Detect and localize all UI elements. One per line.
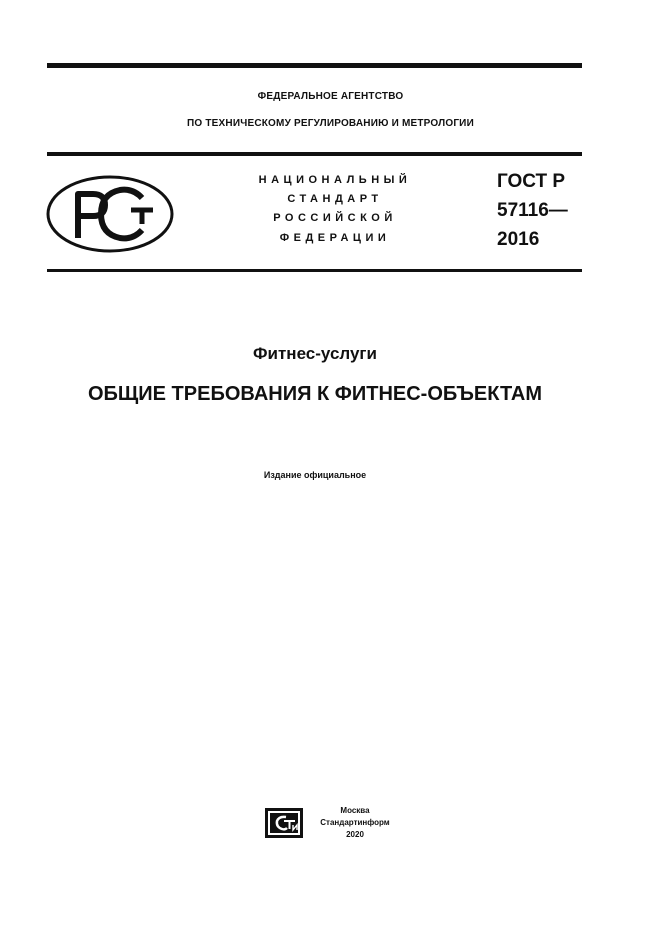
standard-code-line-3: 2016 bbox=[497, 229, 540, 250]
document-subtitle: Фитнес-услуги bbox=[253, 344, 377, 363]
standard-code-line-2: 57116— bbox=[497, 200, 568, 221]
rst-emblem-icon bbox=[45, 174, 175, 254]
standartinform-logo-icon bbox=[264, 807, 304, 839]
edition-label: Издание официальное bbox=[263, 470, 367, 480]
agency-line-1: ФЕДЕРАЛЬНОЕ АГЕНТСТВО bbox=[257, 91, 404, 102]
middle-rule bbox=[47, 152, 582, 156]
standard-code-line-1: ГОСТ Р bbox=[497, 171, 566, 192]
standard-type-line-4: ФЕДЕРАЦИИ bbox=[279, 232, 391, 244]
document-title: ОБЩИЕ ТРЕБОВАНИЯ К ФИТНЕС-ОБЪЕКТАМ bbox=[87, 383, 543, 405]
publisher-info bbox=[305, 805, 405, 841]
standard-type-line-2: СТАНДАРТ bbox=[287, 193, 383, 205]
publisher-city: Москва bbox=[340, 806, 370, 815]
bottom-rule bbox=[47, 269, 582, 272]
publisher-year: 2020 bbox=[346, 830, 364, 839]
standard-type-line-1: НАЦИОНАЛЬНЫЙ bbox=[258, 174, 412, 186]
publisher-name: Стандартинформ bbox=[320, 818, 390, 827]
top-rule bbox=[47, 63, 582, 68]
agency-line-2: ПО ТЕХНИЧЕСКОМУ РЕГУЛИРОВАНИЮ И МЕТРОЛОГИИ bbox=[187, 118, 474, 129]
standard-type-line-3: РОССИЙСКОЙ bbox=[273, 212, 397, 224]
